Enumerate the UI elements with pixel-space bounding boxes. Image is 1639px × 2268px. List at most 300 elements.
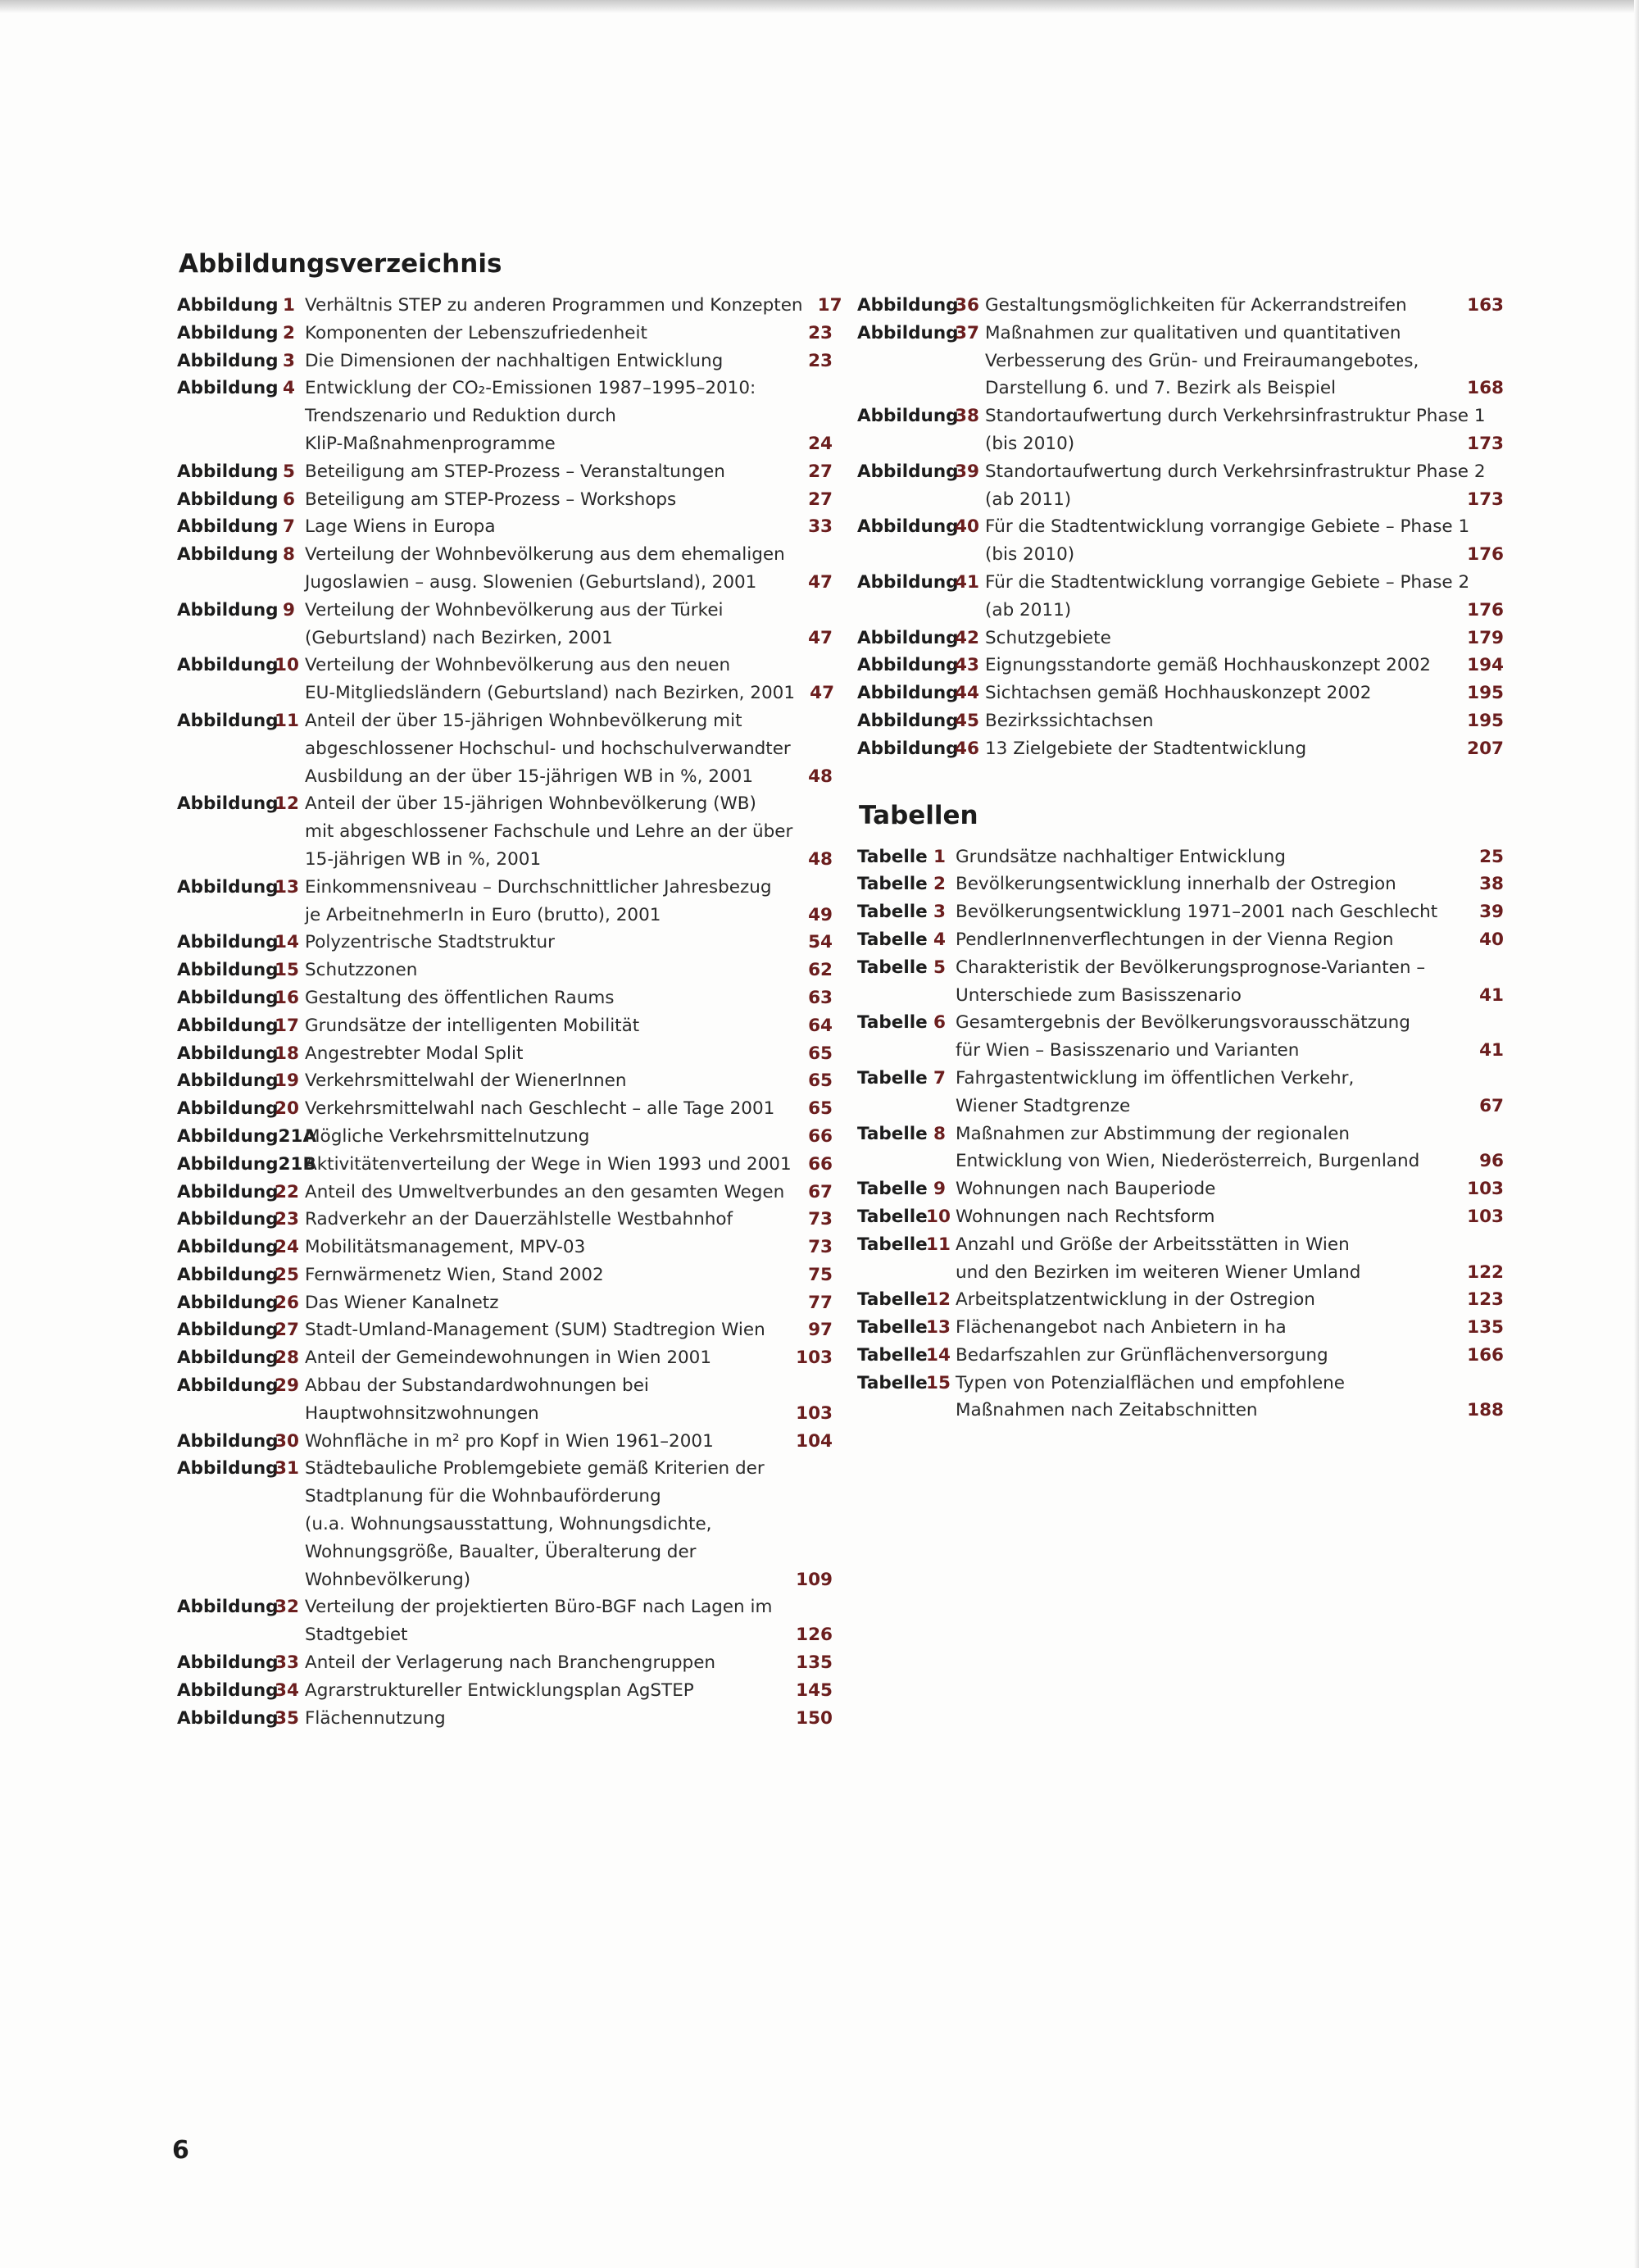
entry-title-text: Das Wiener Kanalnetz bbox=[305, 1292, 499, 1313]
entry-line bbox=[956, 1148, 1504, 1175]
entry-line bbox=[956, 954, 1504, 982]
entry-line bbox=[985, 541, 1504, 569]
figure-entry bbox=[857, 735, 1504, 763]
table-entry bbox=[857, 1370, 1504, 1425]
entry-title-text: Gestaltung des öffentlichen Raums bbox=[305, 987, 615, 1008]
entry-line bbox=[956, 898, 1504, 926]
figure-entry bbox=[177, 1428, 833, 1456]
entry-title-text: Anteil des Umweltverbundes an den gesamten Wegen bbox=[305, 1181, 785, 1202]
entry-title-text: Schutzgebiete bbox=[985, 627, 1111, 648]
entry-page-number: 103 bbox=[1467, 1206, 1504, 1227]
entry-line bbox=[305, 1621, 833, 1649]
entry-line bbox=[985, 735, 1504, 763]
entry-description bbox=[946, 1370, 1504, 1425]
figure-entry bbox=[177, 1455, 833, 1593]
entry-label: Tabelle bbox=[857, 846, 928, 867]
entry-number: 15 bbox=[275, 960, 299, 981]
entry-page-number: 48 bbox=[808, 848, 833, 870]
entry-label: Abbildung bbox=[177, 378, 279, 399]
entry-line bbox=[305, 1539, 833, 1566]
entry-title-text: Angestrebter Modal Split bbox=[305, 1043, 524, 1064]
figure-entry bbox=[177, 320, 833, 348]
figure-entry bbox=[857, 707, 1504, 735]
entry-line bbox=[956, 1065, 1504, 1093]
entry-label: Abbildung bbox=[857, 406, 959, 427]
entry-description bbox=[295, 1593, 833, 1649]
entry-description bbox=[295, 292, 842, 320]
entry-line bbox=[985, 625, 1504, 652]
entry-label: Tabelle bbox=[857, 1067, 928, 1089]
entry-page-number: 73 bbox=[808, 1209, 833, 1230]
entry-number bbox=[275, 1123, 295, 1151]
entry-line bbox=[956, 1231, 1504, 1259]
entry-line bbox=[305, 430, 833, 458]
entry-title-text: Gestaltungsmöglichkeiten für Ackerrandstreifen bbox=[985, 295, 1407, 316]
entry-number: 22 bbox=[275, 1181, 299, 1202]
figure-entry bbox=[177, 1067, 833, 1095]
entry-title-text: Arbeitsplatzentwicklung in der Ostregion bbox=[956, 1289, 1315, 1311]
entry-line bbox=[305, 1455, 833, 1483]
entry-label: Abbildung bbox=[177, 1348, 279, 1369]
entry-page-number: 97 bbox=[808, 1320, 833, 1341]
entry-title-text: Mögliche Verkehrsmittelnutzung bbox=[305, 1125, 590, 1147]
entry-number: 36 bbox=[955, 295, 979, 316]
entry-label: Abbildung bbox=[177, 793, 279, 815]
entry-page-number: 195 bbox=[1467, 710, 1504, 731]
table-entry bbox=[857, 1009, 1504, 1065]
entry-description bbox=[946, 1175, 1504, 1203]
entry-description bbox=[975, 625, 1504, 652]
entry-label: Abbildung bbox=[857, 461, 959, 482]
entry-number: 19 bbox=[275, 1070, 299, 1092]
entry-number: 45 bbox=[955, 710, 979, 731]
entry-title-text: Verhältnis STEP zu anderen Programmen und Konzepten bbox=[305, 295, 803, 316]
entry-page-number: 17 bbox=[817, 295, 842, 316]
entry-page-number: 65 bbox=[808, 1043, 833, 1064]
entry-label: Abbildung bbox=[177, 1430, 279, 1452]
table-entry bbox=[857, 1065, 1504, 1120]
figure-entry bbox=[857, 569, 1504, 625]
entry-title-text: Bevölkerungsentwicklung 1971–2001 nach Geschlecht bbox=[956, 902, 1438, 923]
entry-page-number: 135 bbox=[1467, 1317, 1504, 1339]
entry-description bbox=[295, 984, 833, 1012]
entry-title-text: Wohnungen nach Rechtsform bbox=[956, 1206, 1215, 1227]
entry-label: Tabelle bbox=[857, 1372, 928, 1393]
entry-page-number: 207 bbox=[1467, 738, 1504, 759]
entry-label: Abbildung bbox=[177, 1679, 279, 1701]
figure-entry bbox=[857, 292, 1504, 320]
figure-entry bbox=[177, 1261, 833, 1289]
entry-number: 10 bbox=[275, 655, 299, 676]
entry-label: Abbildung bbox=[177, 1070, 279, 1092]
figure-entry bbox=[857, 679, 1504, 707]
entry-description bbox=[295, 513, 833, 541]
entry-page-number: 176 bbox=[1467, 544, 1504, 566]
entry-title-text: (bis 2010) bbox=[985, 433, 1075, 454]
entry-label: Abbildung bbox=[177, 516, 279, 538]
entry-description bbox=[295, 541, 833, 597]
entry-line bbox=[305, 1649, 833, 1677]
entry-label: Abbildung bbox=[177, 1237, 279, 1258]
entry-number: 35 bbox=[275, 1707, 299, 1729]
entry-title-text: Anzahl und Größe der Arbeitsstätten in Wien bbox=[956, 1234, 1350, 1255]
entry-page-number: 103 bbox=[796, 1348, 833, 1369]
table-entry bbox=[857, 1286, 1504, 1314]
entry-description bbox=[946, 954, 1504, 1010]
entry-title-text: Stadt-Umland-Management (SUM) Stadtregion Wien bbox=[305, 1320, 765, 1341]
entry-page-number: 135 bbox=[796, 1652, 833, 1674]
figure-entry bbox=[177, 1123, 833, 1151]
entry-title-text: Beteiligung am STEP-Prozess – Workshops bbox=[305, 489, 677, 510]
table-entry bbox=[857, 926, 1504, 954]
entry-number: 1 bbox=[933, 846, 946, 867]
entry-number: 24 bbox=[275, 1237, 299, 1258]
table-entry bbox=[857, 1314, 1504, 1342]
entry-line bbox=[305, 929, 833, 957]
entry-page-number: 65 bbox=[808, 1070, 833, 1092]
entry-title-text: Wohnungsgröße, Baualter, Überalterung der bbox=[305, 1541, 697, 1562]
entry-label: Abbildung bbox=[177, 987, 279, 1008]
entry-number: 40 bbox=[955, 516, 979, 538]
entry-page-number: 104 bbox=[796, 1430, 833, 1452]
entry-line bbox=[956, 1037, 1504, 1065]
figure-entry bbox=[857, 320, 1504, 402]
entry-page-number: 47 bbox=[808, 627, 833, 648]
entry-line bbox=[305, 1483, 833, 1511]
entry-label: Tabelle bbox=[857, 1317, 928, 1339]
entry-page-number: 41 bbox=[1479, 1040, 1504, 1061]
entry-label: Abbildung bbox=[177, 1707, 279, 1729]
entry-description bbox=[946, 1203, 1504, 1231]
entry-title-text: Maßnahmen nach Zeitabschnitten bbox=[956, 1400, 1258, 1421]
entry-title-text: für Wien – Basisszenario und Varianten bbox=[956, 1040, 1300, 1061]
entry-label: Abbildung bbox=[177, 1209, 279, 1230]
entry-title-text: Entwicklung von Wien, Niederösterreich, Burgenland bbox=[956, 1151, 1420, 1172]
figure-entry bbox=[177, 1206, 833, 1234]
entry-line bbox=[305, 1566, 833, 1594]
figures-heading: Abbildungsverzeichnis bbox=[179, 249, 502, 279]
entry-title-text: Ausbildung an der über 15-jährigen WB in %, 2001 bbox=[305, 766, 754, 787]
entry-label: Abbildung bbox=[857, 655, 959, 676]
entry-title-text: Jugoslawien – ausg. Slowenien (Geburtsland), 2001 bbox=[305, 571, 757, 593]
table-entry bbox=[857, 1120, 1504, 1176]
entry-title-text: Wohnungen nach Bauperiode bbox=[956, 1179, 1216, 1200]
entry-number: 3 bbox=[933, 902, 946, 923]
figure-entry bbox=[857, 402, 1504, 458]
entry-description bbox=[295, 652, 834, 707]
entry-number: 37 bbox=[955, 322, 979, 343]
entry-title-text: KliP-Maßnahmenprogramme bbox=[305, 433, 556, 454]
entry-label: Abbildung bbox=[177, 1181, 279, 1202]
entry-title-text: Charakteristik der Bevölkerungsprognose-Varianten – bbox=[956, 957, 1426, 978]
entry-title-text: EU-Mitgliedsländern (Geburtsland) nach Bezirken, 2001 bbox=[305, 683, 796, 704]
entry-page-number: 75 bbox=[808, 1264, 833, 1285]
entry-page-number: 163 bbox=[1467, 295, 1504, 316]
entry-page-number: 40 bbox=[1479, 929, 1504, 950]
entry-line bbox=[305, 763, 833, 791]
entry-page-number: 54 bbox=[808, 932, 833, 953]
entry-number: 9 bbox=[933, 1179, 946, 1200]
entry-page-number: 194 bbox=[1467, 655, 1504, 676]
entry-title-text: PendlerInnenverflechtungen in der Vienna Region bbox=[956, 929, 1394, 950]
entry-line bbox=[956, 926, 1504, 954]
figure-entry bbox=[177, 513, 833, 541]
entry-number: 5 bbox=[933, 957, 946, 978]
entry-line bbox=[305, 1234, 833, 1261]
entry-line bbox=[985, 679, 1504, 707]
entry-title-text: Mobilitätsmanagement, MPV-03 bbox=[305, 1237, 586, 1258]
entry-title-text: Eignungsstandorte gemäß Hochhauskonzept 2002 bbox=[985, 655, 1431, 676]
figures-heading-spacer bbox=[857, 248, 1504, 292]
entry-number: 13 bbox=[926, 1317, 951, 1339]
entry-number: 9 bbox=[283, 599, 295, 620]
table-entry bbox=[857, 843, 1504, 871]
entry-title-text: Flächennutzung bbox=[305, 1707, 446, 1729]
entry-line bbox=[956, 1314, 1504, 1342]
entry-description bbox=[295, 1206, 833, 1234]
entry-label: Abbildung bbox=[177, 489, 279, 510]
entry-title-text: Verteilung der Wohnbevölkerung aus der Türkei bbox=[305, 599, 724, 620]
figure-entry bbox=[177, 790, 833, 873]
entry-description bbox=[946, 1342, 1504, 1370]
entry-page-number: 62 bbox=[808, 960, 833, 981]
entry-line bbox=[305, 402, 833, 430]
entry-description bbox=[295, 929, 833, 957]
entry-number: 46 bbox=[955, 738, 979, 759]
figure-entry bbox=[177, 1344, 833, 1372]
entry-description bbox=[295, 1179, 833, 1207]
figure-entry bbox=[177, 1316, 833, 1344]
entry-description bbox=[295, 1012, 833, 1040]
entry-title-text: Schutzzonen bbox=[305, 960, 418, 981]
entry-label: Abbildung bbox=[177, 710, 279, 731]
entry-page-number: 96 bbox=[1479, 1151, 1504, 1172]
entry-description bbox=[295, 1455, 833, 1593]
entry-description bbox=[946, 1065, 1504, 1120]
entry-description bbox=[975, 707, 1504, 735]
figure-entry bbox=[177, 541, 833, 597]
entry-title-text: Anteil der über 15-jährigen Wohnbevölkerung (WB) bbox=[305, 793, 756, 815]
entry-description bbox=[946, 843, 1504, 871]
entry-line bbox=[985, 292, 1504, 320]
entry-description bbox=[295, 1649, 833, 1677]
entry-number: 41 bbox=[955, 571, 979, 593]
entry-line bbox=[305, 1261, 833, 1289]
entry-line bbox=[305, 458, 833, 486]
entry-line bbox=[956, 982, 1504, 1010]
entry-label: Tabelle bbox=[857, 1123, 928, 1144]
entry-line bbox=[305, 1511, 833, 1539]
entry-label: Abbildung bbox=[177, 350, 279, 371]
entry-page-number: 66 bbox=[808, 1125, 833, 1147]
entry-line bbox=[305, 486, 833, 514]
entry-number: 44 bbox=[955, 683, 979, 704]
entry-page-number: 63 bbox=[808, 987, 833, 1008]
entry-description bbox=[946, 1286, 1504, 1314]
entry-description bbox=[295, 486, 833, 514]
entry-description bbox=[295, 348, 833, 375]
entry-title-text: Hauptwohnsitzwohnungen bbox=[305, 1402, 539, 1424]
entry-title-text: Stadtplanung für die Wohnbauförderung bbox=[305, 1486, 661, 1507]
entry-title-text: Maßnahmen zur Abstimmung der regionalen bbox=[956, 1123, 1351, 1144]
entry-title-text: 13 Zielgebiete der Stadtentwicklung bbox=[985, 738, 1307, 759]
entry-title-text: Wohnbevölkerung) bbox=[305, 1569, 471, 1590]
entry-number: 39 bbox=[955, 461, 979, 482]
entry-label: Tabelle bbox=[857, 1289, 928, 1311]
entry-title-text: Wohnfläche in m² pro Kopf in Wien 1961–2001 bbox=[305, 1430, 714, 1452]
entry-title-text: Fernwärmenetz Wien, Stand 2002 bbox=[305, 1264, 604, 1285]
entry-page-number: 48 bbox=[808, 766, 833, 787]
entry-label: Abbildung bbox=[177, 1015, 279, 1036]
entry-title-text: Flächenangebot nach Anbietern in ha bbox=[956, 1317, 1287, 1339]
entry-label: Abbildung bbox=[177, 1375, 279, 1397]
entry-description bbox=[975, 513, 1504, 569]
entry-title-text: Städtebauliche Problemgebiete gemäß Kriterien der bbox=[305, 1458, 765, 1479]
entry-page-number: 173 bbox=[1467, 433, 1504, 454]
entry-page-number: 77 bbox=[808, 1292, 833, 1313]
entry-description bbox=[975, 569, 1504, 625]
entry-number: 2 bbox=[283, 322, 295, 343]
entry-number: 43 bbox=[955, 655, 979, 676]
tables-list bbox=[857, 843, 1504, 1425]
entry-title-text: Agrarstruktureller Entwicklungsplan AgSTEP bbox=[305, 1679, 694, 1701]
entry-title-text: Verteilung der Wohnbevölkerung aus dem ehemaligen bbox=[305, 544, 785, 566]
entry-title-text: Gesamtergebnis der Bevölkerungsvorausschätzung bbox=[956, 1012, 1410, 1034]
entry-title-text: Standortaufwertung durch Verkehrsinfrastruktur Phase 2 bbox=[985, 461, 1486, 482]
tables-heading: Tabellen bbox=[859, 800, 978, 830]
figure-entry bbox=[177, 929, 833, 957]
scan-edge-top bbox=[0, 0, 1639, 13]
figure-entry bbox=[177, 375, 833, 457]
entry-title-text: Polyzentrische Stadtstruktur bbox=[305, 932, 555, 953]
entry-page-number: 41 bbox=[1479, 984, 1504, 1006]
entry-number: 20 bbox=[275, 1098, 299, 1120]
entry-page-number: 47 bbox=[810, 683, 835, 704]
entry-page-number: 24 bbox=[808, 433, 833, 454]
entry-line bbox=[305, 597, 833, 625]
entry-title-text: Verkehrsmittelwahl nach Geschlecht – alle Tage 2001 bbox=[305, 1098, 775, 1120]
entry-title-text: Verkehrsmittelwahl der WienerInnen bbox=[305, 1070, 627, 1092]
entry-label: Abbildung21A bbox=[177, 1125, 317, 1147]
entry-description bbox=[295, 1428, 833, 1456]
entry-title-text: Verbesserung des Grün- und Freiraumangebotes, bbox=[985, 350, 1419, 371]
entry-description bbox=[975, 735, 1504, 763]
entry-title-text: Einkommensniveau – Durchschnittlicher Jahresbezug bbox=[305, 876, 772, 898]
entry-number: 6 bbox=[283, 489, 295, 510]
entry-title-text: Aktivitätenverteilung der Wege in Wien 1993 und 2001 bbox=[305, 1153, 792, 1175]
entry-number: 10 bbox=[926, 1206, 951, 1227]
figure-entry bbox=[177, 984, 833, 1012]
entry-title-text: Komponenten der Lebenszufriedenheit bbox=[305, 322, 647, 343]
figure-entry bbox=[177, 1289, 833, 1317]
figure-entry bbox=[177, 957, 833, 984]
entry-page-number: 195 bbox=[1467, 683, 1504, 704]
entry-line bbox=[305, 1040, 833, 1068]
entry-description bbox=[295, 320, 833, 348]
entry-page-number: 49 bbox=[808, 904, 833, 925]
entry-title-text: Abbau der Substandardwohnungen bei bbox=[305, 1375, 649, 1397]
entry-title-text: (ab 2011) bbox=[985, 489, 1072, 510]
entry-number: 23 bbox=[275, 1209, 299, 1230]
entry-label: Abbildung bbox=[177, 1597, 279, 1618]
entry-page-number: 67 bbox=[1479, 1095, 1504, 1116]
entry-page-number: 27 bbox=[808, 461, 833, 482]
figure-entry bbox=[857, 625, 1504, 652]
entry-line bbox=[305, 1316, 833, 1344]
entry-number: 27 bbox=[275, 1320, 299, 1341]
entry-number: 7 bbox=[283, 516, 295, 538]
entry-title-text: je ArbeitnehmerIn in Euro (brutto), 2001 bbox=[305, 904, 661, 925]
entry-line bbox=[305, 569, 833, 597]
entry-page-number: 73 bbox=[808, 1237, 833, 1258]
entry-line bbox=[305, 790, 833, 818]
entry-label: Abbildung bbox=[177, 1292, 279, 1313]
entry-description bbox=[295, 375, 833, 457]
entry-description bbox=[975, 652, 1504, 679]
entry-number: 11 bbox=[926, 1234, 951, 1255]
entry-line bbox=[985, 402, 1504, 430]
figure-entry bbox=[177, 1372, 833, 1428]
entry-number: 31 bbox=[275, 1458, 299, 1479]
figure-entry bbox=[177, 1040, 833, 1068]
entry-page-number: 38 bbox=[1479, 874, 1504, 895]
entry-line bbox=[985, 597, 1504, 625]
entry-line bbox=[305, 1677, 833, 1705]
entry-number: 5 bbox=[283, 461, 295, 482]
entry-line bbox=[305, 1179, 833, 1207]
entry-page-number: 109 bbox=[796, 1569, 833, 1590]
entry-description bbox=[295, 1095, 833, 1123]
entry-line bbox=[305, 1067, 833, 1095]
entry-label: Abbildung bbox=[857, 627, 959, 648]
entry-page-number: 25 bbox=[1479, 846, 1504, 867]
entry-title-text: Die Dimensionen der nachhaltigen Entwicklung bbox=[305, 350, 724, 371]
entry-line bbox=[956, 870, 1504, 898]
entry-title-text: Radverkehr an der Dauerzählstelle Westbahnhof bbox=[305, 1209, 733, 1230]
entry-page-number: 176 bbox=[1467, 599, 1504, 620]
entry-line bbox=[985, 513, 1504, 541]
entry-line bbox=[305, 735, 833, 763]
entry-title-text: und den Bezirken im weiteren Wiener Umland bbox=[956, 1261, 1361, 1283]
entry-title-text: Wiener Stadtgrenze bbox=[956, 1095, 1131, 1116]
entry-title-text: Grundsätze der intelligenten Mobilität bbox=[305, 1015, 640, 1036]
entry-line bbox=[305, 957, 833, 984]
entry-page-number: 23 bbox=[808, 322, 833, 343]
entry-description bbox=[295, 458, 833, 486]
entry-number: 13 bbox=[275, 876, 299, 898]
entry-description bbox=[975, 402, 1504, 458]
entry-line bbox=[305, 1428, 833, 1456]
entry-label: Abbildung bbox=[857, 683, 959, 704]
entry-line bbox=[305, 541, 833, 569]
entry-description bbox=[946, 1231, 1504, 1287]
entry-number: 2 bbox=[933, 874, 946, 895]
entry-line bbox=[305, 1123, 833, 1151]
table-entry bbox=[857, 870, 1504, 898]
entry-line bbox=[305, 1206, 833, 1234]
entry-label: Abbildung bbox=[177, 461, 279, 482]
entry-number: 6 bbox=[933, 1012, 946, 1034]
entry-number: 14 bbox=[926, 1344, 951, 1366]
entry-line bbox=[305, 679, 834, 707]
entry-line bbox=[305, 1593, 833, 1621]
entry-number: 3 bbox=[283, 350, 295, 371]
entry-line bbox=[985, 320, 1504, 348]
entry-title-text: (u.a. Wohnungsausstattung, Wohnungsdichte, bbox=[305, 1514, 712, 1535]
entry-line bbox=[305, 652, 834, 679]
entry-line bbox=[305, 1289, 833, 1317]
entry-line bbox=[985, 348, 1504, 375]
